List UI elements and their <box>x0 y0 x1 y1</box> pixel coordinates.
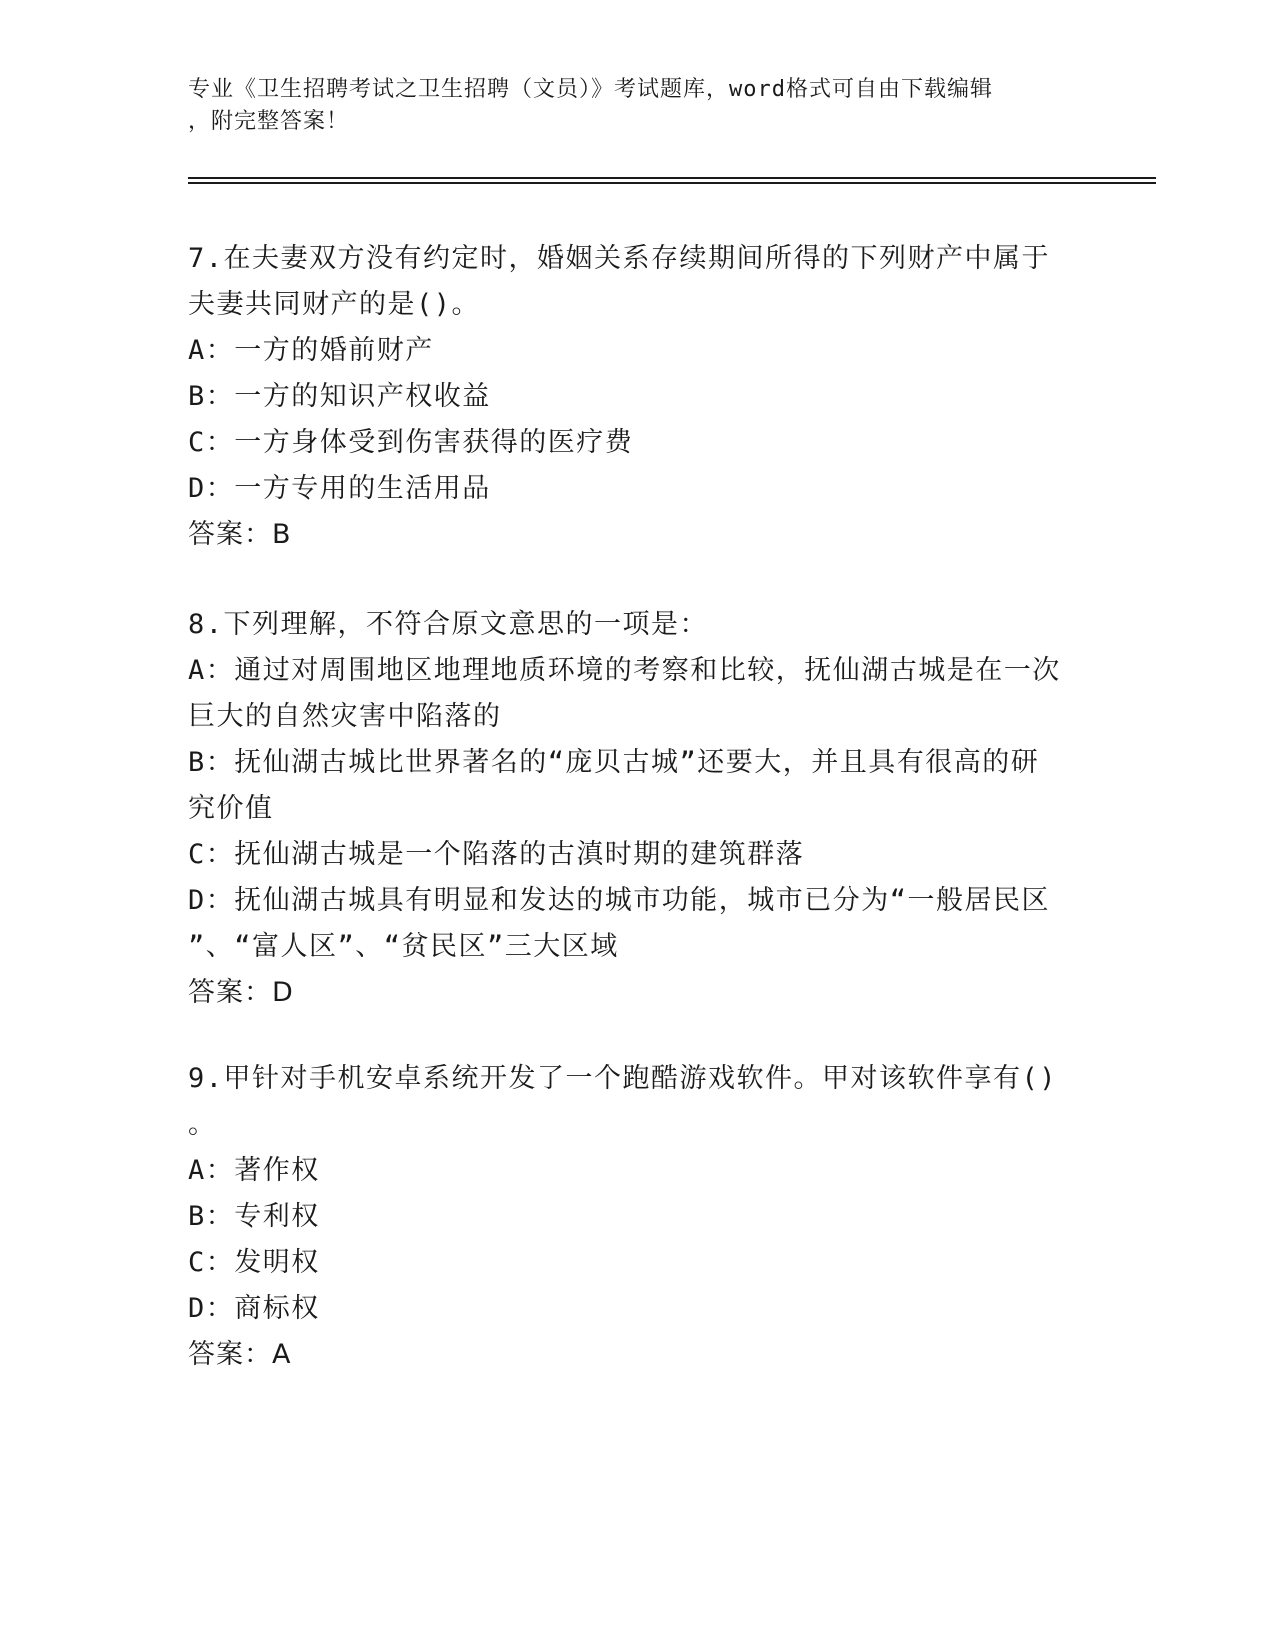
option-b-continued: 究价值 <box>188 793 274 824</box>
question-8 <box>188 602 1088 1016</box>
option-a-continued: 巨大的自然灾害中陷落的 <box>188 701 502 732</box>
question-stem: 。 <box>188 1109 217 1140</box>
question-stem: 夫妻共同财产的是()。 <box>188 289 481 320</box>
header-line-1: 专业《卫生招聘考试之卫生招聘（文员）》考试题库，word格式可自由下载编辑 <box>188 77 993 102</box>
option-d: D：抚仙湖古城具有明显和发达的城市功能，城市已分为“一般居民区 <box>188 885 1051 916</box>
question-stem: 7.在夫妻双方没有约定时，婚姻关系存续期间所得的下列财产中属于 <box>188 243 1051 274</box>
option-d-continued: ”、“富人区”、“贫民区”三大区域 <box>188 931 619 962</box>
option-c: C：抚仙湖古城是一个陷落的古滇时期的建筑群落 <box>188 839 805 870</box>
header-divider-bottom <box>188 182 1156 184</box>
option-d: D：商标权 <box>188 1293 320 1324</box>
question-9 <box>188 1056 1088 1378</box>
option-a: A：一方的婚前财产 <box>188 335 434 366</box>
option-c: C：发明权 <box>188 1247 320 1278</box>
option-b: B：专利权 <box>188 1201 320 1232</box>
question-7 <box>188 236 1088 558</box>
option-d: D：一方专用的生活用品 <box>188 473 491 504</box>
option-b: B：抚仙湖古城比世界著名的“庞贝古城”还要大，并且具有很高的研 <box>188 747 1040 778</box>
option-b: B：一方的知识产权收益 <box>188 381 491 412</box>
option-a: A：著作权 <box>188 1155 320 1186</box>
header-divider-top <box>188 177 1156 179</box>
answer: 答案：B <box>188 519 292 550</box>
question-stem: 9.甲针对手机安卓系统开发了一个跑酷游戏软件。甲对该软件享有() <box>188 1063 1058 1094</box>
option-c: C：一方身体受到伤害获得的医疗费 <box>188 427 634 458</box>
question-stem: 8.下列理解，不符合原文意思的一项是： <box>188 609 709 640</box>
option-a: A：通过对周围地区地理地质环境的考察和比较，抚仙湖古城是在一次 <box>188 655 1061 686</box>
answer: 答案：D <box>188 977 294 1008</box>
answer: 答案：A <box>188 1339 292 1370</box>
document-header <box>188 74 1088 138</box>
header-line-2: ，附完整答案！ <box>188 109 350 134</box>
